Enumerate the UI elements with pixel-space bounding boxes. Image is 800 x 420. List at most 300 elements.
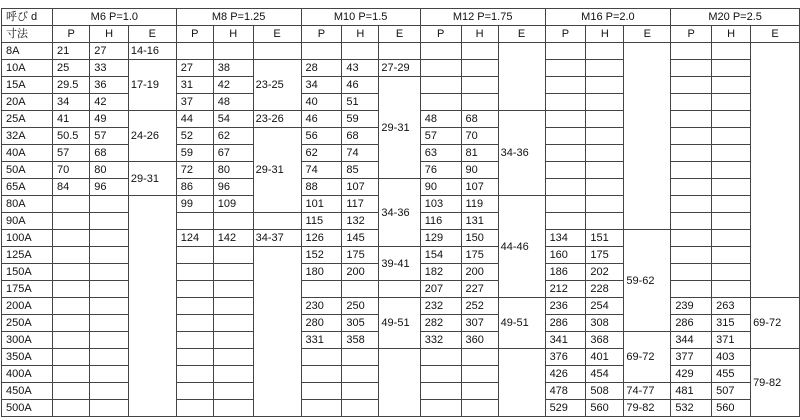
cell-m6-h bbox=[90, 281, 129, 298]
cell-m6-p: 34 bbox=[53, 94, 90, 111]
cell-m8-p bbox=[176, 281, 213, 298]
cell-m8-p: 52 bbox=[176, 128, 213, 145]
cell-m12-p: 129 bbox=[420, 230, 461, 247]
cell-m12-p: 207 bbox=[420, 281, 461, 298]
cell-m12-h: 68 bbox=[461, 111, 498, 128]
header-row-sub bbox=[2, 26, 800, 43]
nominal-size-cell: 125A bbox=[2, 247, 53, 264]
cell-m6-p bbox=[53, 247, 90, 264]
cell-m10-p bbox=[301, 281, 342, 298]
sub-header-m8-p: P bbox=[176, 26, 213, 43]
cell-m20-h: 455 bbox=[712, 366, 751, 383]
cell-m6-p bbox=[53, 230, 90, 247]
cell-m10-h: 175 bbox=[342, 247, 379, 264]
cell-m12-h: 227 bbox=[461, 281, 498, 298]
cell-m12-h bbox=[461, 400, 498, 417]
cell-m8-p bbox=[176, 298, 213, 315]
sub-header-m10-p: P bbox=[301, 26, 342, 43]
cell-m10-h: 117 bbox=[342, 196, 379, 213]
cell-m10-p bbox=[301, 349, 342, 366]
cell-m6-p: 41 bbox=[53, 111, 90, 128]
cell-m8-h bbox=[213, 400, 253, 417]
cell-m6-p bbox=[53, 383, 90, 400]
cell-m20-h bbox=[712, 196, 751, 213]
cell-m10-h: 145 bbox=[342, 230, 379, 247]
cell-m16-h: 508 bbox=[586, 383, 624, 400]
cell-m6-h: 49 bbox=[90, 111, 129, 128]
cell-m16-p bbox=[545, 43, 586, 60]
cell-m16-h: 151 bbox=[586, 230, 624, 247]
cell-m8-p bbox=[176, 315, 213, 332]
table-row bbox=[2, 349, 800, 366]
cell-m8-h: 38 bbox=[213, 60, 253, 77]
cell-m16-p: 529 bbox=[545, 400, 586, 417]
cell-m6-h bbox=[90, 213, 129, 230]
cell-m10-h: 305 bbox=[342, 315, 379, 332]
cell-m10-h: 200 bbox=[342, 264, 379, 281]
cell-m10-p bbox=[301, 366, 342, 383]
cell-m16-p bbox=[545, 94, 586, 111]
nominal-size-cell: 25A bbox=[2, 111, 53, 128]
cell-m6-p bbox=[53, 213, 90, 230]
cell-m10-h: 43 bbox=[342, 60, 379, 77]
cell-m6-h: 36 bbox=[90, 77, 129, 94]
cell-m12-e: 49-51 bbox=[498, 298, 545, 349]
cell-m6-h: 27 bbox=[90, 43, 129, 60]
cell-m16-p: 186 bbox=[545, 264, 586, 281]
sub-header-m16-p: P bbox=[545, 26, 586, 43]
cell-m6-h bbox=[90, 366, 129, 383]
cell-m10-p: 56 bbox=[301, 128, 342, 145]
cell-m16-p bbox=[545, 128, 586, 145]
cell-m12-p: 232 bbox=[420, 298, 461, 315]
cell-m6-p: 50.5 bbox=[53, 128, 90, 145]
cell-m10-p: 115 bbox=[301, 213, 342, 230]
cell-m20-h bbox=[712, 94, 751, 111]
cell-m6-h bbox=[90, 349, 129, 366]
cell-m16-h bbox=[586, 179, 624, 196]
cell-m16-p bbox=[545, 213, 586, 230]
cell-m8-h bbox=[213, 349, 253, 366]
cell-m16-h bbox=[586, 43, 624, 60]
nominal-size-cell: 80A bbox=[2, 196, 53, 213]
sub-header-m20-h: H bbox=[712, 26, 751, 43]
cell-m6-h: 68 bbox=[90, 145, 129, 162]
cell-m20-p: 344 bbox=[671, 332, 712, 349]
sub-header-m6-h: H bbox=[90, 26, 129, 43]
cell-m10-h: 132 bbox=[342, 213, 379, 230]
cell-m20-h: 560 bbox=[712, 400, 751, 417]
cell-m16-p bbox=[545, 179, 586, 196]
cell-m6-e bbox=[128, 196, 176, 417]
cell-m16-h bbox=[586, 162, 624, 179]
cell-m10-h bbox=[342, 383, 379, 400]
cell-m6-p bbox=[53, 298, 90, 315]
cell-m8-p bbox=[176, 383, 213, 400]
cell-m16-h bbox=[586, 111, 624, 128]
cell-m12-e bbox=[498, 43, 545, 111]
cell-m12-p: 154 bbox=[420, 247, 461, 264]
cell-m20-p: 532 bbox=[671, 400, 712, 417]
sub-header-m10-h: H bbox=[342, 26, 379, 43]
nominal-size-cell: 90A bbox=[2, 213, 53, 230]
cell-m12-p bbox=[420, 366, 461, 383]
cell-m16-h: 175 bbox=[586, 247, 624, 264]
cell-m6-p bbox=[53, 264, 90, 281]
nominal-size-cell: 20A bbox=[2, 94, 53, 111]
nominal-size-cell: 8A bbox=[2, 43, 53, 60]
cell-m10-p: 88 bbox=[301, 179, 342, 196]
cell-m8-h: 42 bbox=[213, 77, 253, 94]
cell-m12-e bbox=[498, 349, 545, 417]
cell-m16-e: 59-62 bbox=[624, 230, 671, 332]
table-row bbox=[2, 179, 800, 196]
cell-m12-h: 360 bbox=[461, 332, 498, 349]
cell-m12-h bbox=[461, 366, 498, 383]
cell-m16-p bbox=[545, 196, 586, 213]
cell-m6-h bbox=[90, 196, 129, 213]
cell-m10-h: 59 bbox=[342, 111, 379, 128]
sub-header-m8-h: H bbox=[213, 26, 253, 43]
cell-m12-p: 90 bbox=[420, 179, 461, 196]
cell-m10-p: 331 bbox=[301, 332, 342, 349]
cell-m6-h: 80 bbox=[90, 162, 129, 179]
cell-m10-h bbox=[342, 281, 379, 298]
cell-m8-h bbox=[213, 264, 253, 281]
cell-m10-e: 34-36 bbox=[379, 179, 420, 247]
cell-m10-h bbox=[342, 349, 379, 366]
cell-m16-h bbox=[586, 60, 624, 77]
cell-m12-p bbox=[420, 383, 461, 400]
cell-m16-h bbox=[586, 128, 624, 145]
cell-m12-p: 182 bbox=[420, 264, 461, 281]
cell-m20-h bbox=[712, 213, 751, 230]
cell-m10-p: 280 bbox=[301, 315, 342, 332]
cell-m6-p bbox=[53, 400, 90, 417]
cell-m16-p: 426 bbox=[545, 366, 586, 383]
cell-m20-h: 371 bbox=[712, 332, 751, 349]
cell-m6-h bbox=[90, 247, 129, 264]
nominal-size-cell: 175A bbox=[2, 281, 53, 298]
cell-m20-p bbox=[671, 264, 712, 281]
table-row bbox=[2, 281, 800, 298]
cell-m20-p bbox=[671, 179, 712, 196]
sub-header-m10-e: E bbox=[379, 26, 420, 43]
header-row-groups bbox=[2, 9, 800, 26]
cell-m8-p bbox=[176, 213, 213, 230]
cell-m10-e: 29-31 bbox=[379, 77, 420, 179]
cell-m6-h bbox=[90, 264, 129, 281]
cell-m20-p bbox=[671, 43, 712, 60]
cell-m16-h bbox=[586, 77, 624, 94]
cell-m20-h bbox=[712, 43, 751, 60]
cell-m10-e: 49-51 bbox=[379, 298, 420, 349]
sub-header-m6-e: E bbox=[128, 26, 176, 43]
cell-m20-p bbox=[671, 281, 712, 298]
cell-m20-p: 481 bbox=[671, 383, 712, 400]
cell-m6-p bbox=[53, 281, 90, 298]
cell-m10-h: 250 bbox=[342, 298, 379, 315]
cell-m10-p: 152 bbox=[301, 247, 342, 264]
cell-m12-h bbox=[461, 77, 498, 94]
cell-m12-h bbox=[461, 349, 498, 366]
cell-m12-e: 44-46 bbox=[498, 196, 545, 298]
cell-m10-p bbox=[301, 43, 342, 60]
cell-m16-p bbox=[545, 60, 586, 77]
cell-m10-e bbox=[379, 281, 420, 298]
cell-m12-h bbox=[461, 43, 498, 60]
cell-m8-h: 80 bbox=[213, 162, 253, 179]
cell-m16-h bbox=[586, 94, 624, 111]
cell-m6-e: 14-16 bbox=[128, 43, 176, 60]
cell-m10-p: 101 bbox=[301, 196, 342, 213]
cell-m20-p bbox=[671, 111, 712, 128]
cell-m6-h: 57 bbox=[90, 128, 129, 145]
cell-m8-h: 142 bbox=[213, 230, 253, 247]
cell-m12-h bbox=[461, 60, 498, 77]
cell-m16-p: 286 bbox=[545, 315, 586, 332]
cell-m12-h: 200 bbox=[461, 264, 498, 281]
cell-m12-h: 252 bbox=[461, 298, 498, 315]
cell-m20-p bbox=[671, 60, 712, 77]
nominal-size-cell: 500A bbox=[2, 400, 53, 417]
flange-bolt-dimension-table bbox=[1, 8, 800, 417]
cell-m10-h: 74 bbox=[342, 145, 379, 162]
cell-m8-p bbox=[176, 349, 213, 366]
cell-m20-h bbox=[712, 281, 751, 298]
cell-m8-e: 23-26 bbox=[253, 111, 301, 128]
cell-m8-e bbox=[253, 213, 301, 230]
cell-m6-h bbox=[90, 298, 129, 315]
nominal-size-cell: 450A bbox=[2, 383, 53, 400]
cell-m20-h bbox=[712, 179, 751, 196]
cell-m8-p: 31 bbox=[176, 77, 213, 94]
cell-m16-e: 69-72 bbox=[624, 332, 671, 383]
cell-m10-h: 358 bbox=[342, 332, 379, 349]
cell-m12-h bbox=[461, 383, 498, 400]
nominal-size-cell: 300A bbox=[2, 332, 53, 349]
cell-m12-h: 70 bbox=[461, 128, 498, 145]
cell-m8-p: 72 bbox=[176, 162, 213, 179]
cell-m8-e bbox=[253, 43, 301, 60]
group-header-m20: M20 P=2.5 bbox=[671, 9, 800, 26]
cell-m20-h bbox=[712, 162, 751, 179]
cell-m16-h: 560 bbox=[586, 400, 624, 417]
cell-m16-p bbox=[545, 77, 586, 94]
cell-m20-p bbox=[671, 196, 712, 213]
cell-m10-p: 28 bbox=[301, 60, 342, 77]
cell-m10-h: 107 bbox=[342, 179, 379, 196]
nominal-size-cell: 15A bbox=[2, 77, 53, 94]
cell-m20-h: 507 bbox=[712, 383, 751, 400]
cell-m16-p: 341 bbox=[545, 332, 586, 349]
cell-m16-p: 236 bbox=[545, 298, 586, 315]
group-header-m10: M10 P=1.5 bbox=[301, 9, 420, 26]
sub-header-m20-p: P bbox=[671, 26, 712, 43]
cell-m6-h bbox=[90, 315, 129, 332]
cell-m20-h bbox=[712, 264, 751, 281]
cell-m16-e: 74-77 bbox=[624, 383, 671, 400]
cell-m16-p bbox=[545, 111, 586, 128]
cell-m16-p: 134 bbox=[545, 230, 586, 247]
cell-m10-e: 27-29 bbox=[379, 60, 420, 77]
cell-m16-h: 202 bbox=[586, 264, 624, 281]
table-row bbox=[2, 77, 800, 94]
cell-m20-p bbox=[671, 162, 712, 179]
cell-m8-p bbox=[176, 366, 213, 383]
cell-m8-p: 86 bbox=[176, 179, 213, 196]
group-header-m6: M6 P=1.0 bbox=[53, 9, 177, 26]
cell-m8-e: 23-25 bbox=[253, 60, 301, 111]
cell-m12-h: 90 bbox=[461, 162, 498, 179]
group-header-m16: M16 P=2.0 bbox=[545, 9, 671, 26]
sub-header-m6-p: P bbox=[53, 26, 90, 43]
cell-m10-p bbox=[301, 383, 342, 400]
cell-m6-e: 24-26 bbox=[128, 111, 176, 162]
cell-m8-e: 29-31 bbox=[253, 128, 301, 213]
cell-m8-h bbox=[213, 281, 253, 298]
nominal-size-cell: 400A bbox=[2, 366, 53, 383]
cell-m12-p: 103 bbox=[420, 196, 461, 213]
cell-m12-h: 175 bbox=[461, 247, 498, 264]
cell-m6-p bbox=[53, 366, 90, 383]
cell-m8-p bbox=[176, 43, 213, 60]
cell-m10-h bbox=[342, 366, 379, 383]
cell-m8-h bbox=[213, 213, 253, 230]
cell-m12-h: 307 bbox=[461, 315, 498, 332]
cell-m10-p: 126 bbox=[301, 230, 342, 247]
cell-m12-p: 282 bbox=[420, 315, 461, 332]
nominal-size-cell: 250A bbox=[2, 315, 53, 332]
cell-m20-h bbox=[712, 247, 751, 264]
cell-m8-p: 44 bbox=[176, 111, 213, 128]
cell-m10-p: 46 bbox=[301, 111, 342, 128]
cell-m8-h: 62 bbox=[213, 128, 253, 145]
group-header-m12: M12 P=1.75 bbox=[420, 9, 545, 26]
nominal-size-cell: 50A bbox=[2, 162, 53, 179]
cell-m12-p: 116 bbox=[420, 213, 461, 230]
cell-m10-p: 74 bbox=[301, 162, 342, 179]
cell-m12-p: 57 bbox=[420, 128, 461, 145]
cell-m8-p bbox=[176, 264, 213, 281]
cell-m6-e: 17-19 bbox=[128, 60, 176, 111]
cell-m16-p bbox=[545, 162, 586, 179]
table-row bbox=[2, 60, 800, 77]
cell-m16-h: 228 bbox=[586, 281, 624, 298]
cell-m20-p: 239 bbox=[671, 298, 712, 315]
cell-m10-p: 40 bbox=[301, 94, 342, 111]
cell-m20-h bbox=[712, 77, 751, 94]
cell-m20-h: 263 bbox=[712, 298, 751, 315]
nominal-size-cell: 65A bbox=[2, 179, 53, 196]
cell-m20-p: 377 bbox=[671, 349, 712, 366]
cell-m20-p bbox=[671, 213, 712, 230]
cell-m8-p: 59 bbox=[176, 145, 213, 162]
sub-header-m20-e: E bbox=[751, 26, 800, 43]
cell-m8-p bbox=[176, 332, 213, 349]
cell-m16-h bbox=[586, 196, 624, 213]
cell-m6-h: 96 bbox=[90, 179, 129, 196]
cell-m8-h: 48 bbox=[213, 94, 253, 111]
cell-m16-h: 308 bbox=[586, 315, 624, 332]
cell-m12-h: 107 bbox=[461, 179, 498, 196]
cell-m6-p bbox=[53, 349, 90, 366]
cell-m16-p: 478 bbox=[545, 383, 586, 400]
cell-m20-p bbox=[671, 77, 712, 94]
cell-m16-h bbox=[586, 213, 624, 230]
cell-m10-p: 230 bbox=[301, 298, 342, 315]
cell-m6-h: 42 bbox=[90, 94, 129, 111]
cell-m20-p bbox=[671, 128, 712, 145]
table-row bbox=[2, 43, 800, 60]
cell-m8-e: 34-37 bbox=[253, 230, 301, 247]
cell-m16-h: 454 bbox=[586, 366, 624, 383]
cell-m8-e bbox=[253, 247, 301, 417]
cell-m16-p bbox=[545, 145, 586, 162]
cell-m8-h bbox=[213, 315, 253, 332]
cell-m6-h bbox=[90, 383, 129, 400]
cell-m20-h: 315 bbox=[712, 315, 751, 332]
cell-m12-p bbox=[420, 60, 461, 77]
cell-m6-p: 21 bbox=[53, 43, 90, 60]
nominal-size-cell: 10A bbox=[2, 60, 53, 77]
sub-header-m8-e: E bbox=[253, 26, 301, 43]
cell-m8-p: 27 bbox=[176, 60, 213, 77]
cell-m12-p: 63 bbox=[420, 145, 461, 162]
sub-header-m16-h: H bbox=[586, 26, 624, 43]
cell-m10-h: 46 bbox=[342, 77, 379, 94]
cell-m8-h: 67 bbox=[213, 145, 253, 162]
cell-m16-p: 212 bbox=[545, 281, 586, 298]
cell-m8-h bbox=[213, 43, 253, 60]
sub-header-m12-h: H bbox=[461, 26, 498, 43]
cell-m8-p bbox=[176, 400, 213, 417]
cell-m20-p bbox=[671, 230, 712, 247]
cell-m8-h: 109 bbox=[213, 196, 253, 213]
cell-m6-p: 70 bbox=[53, 162, 90, 179]
cell-m6-h: 33 bbox=[90, 60, 129, 77]
cell-m10-p: 34 bbox=[301, 77, 342, 94]
cell-m6-p bbox=[53, 196, 90, 213]
cell-m10-h bbox=[342, 400, 379, 417]
cell-m20-p bbox=[671, 145, 712, 162]
cell-m10-h: 85 bbox=[342, 162, 379, 179]
cell-m20-p bbox=[671, 247, 712, 264]
cell-m12-e: 34-36 bbox=[498, 111, 545, 196]
cell-m6-p: 29.5 bbox=[53, 77, 90, 94]
sub-header-m12-p: P bbox=[420, 26, 461, 43]
nominal-size-cell: 150A bbox=[2, 264, 53, 281]
cell-m6-h bbox=[90, 332, 129, 349]
cell-m20-h bbox=[712, 111, 751, 128]
cell-m16-h: 254 bbox=[586, 298, 624, 315]
table-row bbox=[2, 247, 800, 264]
cell-m6-h bbox=[90, 400, 129, 417]
table-body bbox=[2, 43, 800, 417]
cell-m6-p bbox=[53, 332, 90, 349]
cell-m16-h bbox=[586, 145, 624, 162]
cell-m20-e: 79-82 bbox=[751, 349, 800, 417]
cell-m8-h: 96 bbox=[213, 179, 253, 196]
cell-m12-p bbox=[420, 94, 461, 111]
cell-m20-p bbox=[671, 94, 712, 111]
cell-m6-p bbox=[53, 315, 90, 332]
cell-m6-p: 57 bbox=[53, 145, 90, 162]
cell-m8-h bbox=[213, 383, 253, 400]
cell-m16-h: 401 bbox=[586, 349, 624, 366]
cell-m20-h bbox=[712, 145, 751, 162]
cell-m20-h bbox=[712, 230, 751, 247]
